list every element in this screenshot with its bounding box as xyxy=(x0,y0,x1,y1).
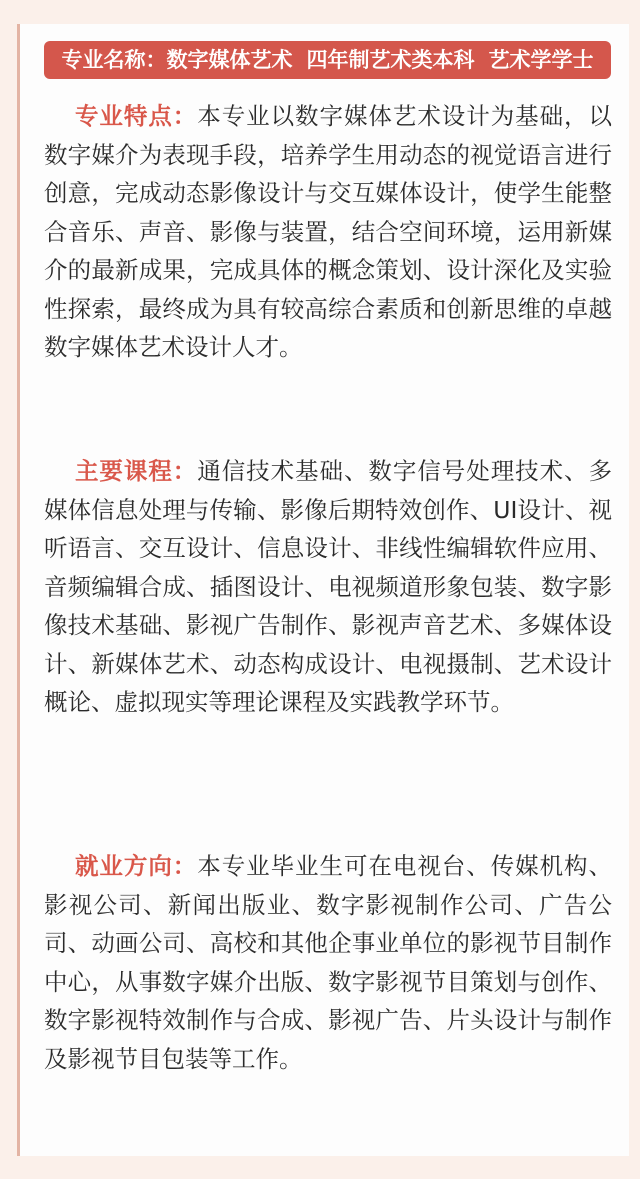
section-courses xyxy=(44,452,612,722)
major-name: 专业名称：数字媒体艺术 xyxy=(61,48,293,72)
degree-type: 艺术学学士 xyxy=(488,48,594,72)
section-text-careers: 本专业毕业生可在电视台、传媒机构、影视公司、新闻出版业、数字影视制作公司、广告公司、动画公司、高校和其他企事业单位的影视节目制作中心，从事数字媒介出版、数字影视节目策划与创作、数字影视特效制作与合成、影视广告、片头设计与制作及影视节目包装等工作。 xyxy=(44,852,613,1073)
section-label-courses: 主要课程： xyxy=(74,457,198,485)
major-banner xyxy=(44,41,611,79)
section-label-careers: 就业方向： xyxy=(74,852,198,880)
section-label-features: 专业特点： xyxy=(74,102,198,130)
section-features xyxy=(44,97,612,367)
section-text-features: 本专业以数字媒体艺术设计为基础，以数字媒介为表现手段，培养学生用动态的视觉语言进行创意，完成动态影像设计与交互媒体设计，使学生能整合音乐、声音、影像与装置，结合空间环境，运用新媒介的最新成果，完成具体的概念策划、设计深化及实验性探索，最终成为具有较高综合素质和创新思维的卓越数字媒体艺术设计人才。 xyxy=(44,102,613,361)
section-careers xyxy=(44,847,612,1078)
program-duration: 四年制艺术类本科 xyxy=(306,48,475,72)
section-text-courses: 通信技术基础、数字信号处理技术、多媒体信息处理与传输、影像后期特效创作、UI设计、视听语言、交互设计、信息设计、非线性编辑软件应用、音频编辑合成、插图设计、电视频道形象包装、数字影像技术基础、影视广告制作、影视声音艺术、多媒体设计、新媒体艺术、动态构成设计、电视摄制、艺术设计概论、虚拟现实等理论课程及实践教学环节。 xyxy=(44,457,613,716)
